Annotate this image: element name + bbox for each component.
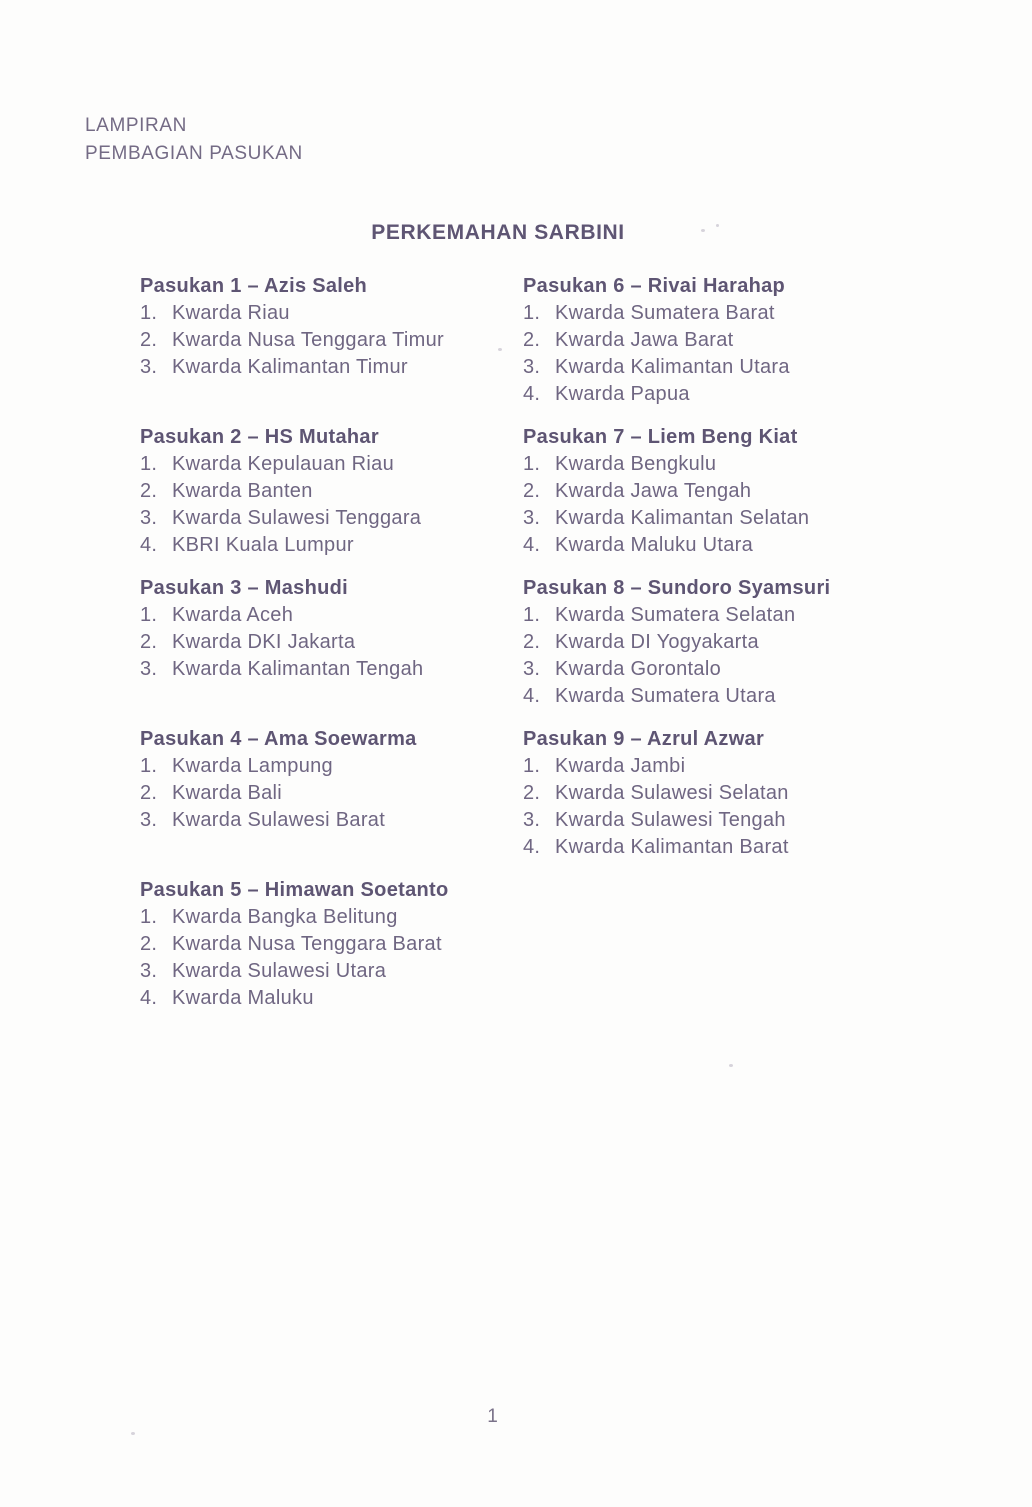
kwarda-list-item bbox=[140, 505, 523, 532]
scan-speck bbox=[498, 348, 502, 351]
page-number: 1 bbox=[487, 1406, 498, 1427]
list-item-text: Kwarda Bali bbox=[172, 782, 283, 804]
pasukan-section bbox=[140, 273, 523, 424]
list-item-text: Kwarda Sulawesi Selatan bbox=[555, 782, 789, 804]
list-item-text: Kwarda Sulawesi Barat bbox=[172, 809, 386, 831]
list-item-text: Kwarda Nusa Tenggara Timur bbox=[172, 329, 445, 351]
list-item-text: Kwarda Kalimantan Timur bbox=[172, 356, 408, 378]
pasukan-section bbox=[523, 424, 950, 575]
kwarda-list-item bbox=[140, 629, 523, 656]
list-item-text: Kwarda Lampung bbox=[172, 755, 333, 777]
list-item-number: 2. bbox=[523, 631, 541, 653]
list-item-number: 3. bbox=[523, 507, 541, 529]
list-item-number: 1. bbox=[140, 604, 158, 626]
list-item-text: Kwarda Maluku bbox=[172, 987, 314, 1009]
pasukan-kwarda-list bbox=[523, 451, 950, 559]
list-item-text: Kwarda Sumatera Barat bbox=[555, 302, 775, 324]
list-item-number: 4. bbox=[523, 383, 541, 405]
kwarda-list-item bbox=[523, 602, 950, 629]
list-item-number: 2. bbox=[140, 782, 158, 804]
kwarda-list-item bbox=[523, 354, 950, 381]
list-item-text: Kwarda Riau bbox=[172, 302, 290, 324]
list-item-text: Kwarda Bengkulu bbox=[555, 453, 717, 475]
document-header bbox=[85, 112, 303, 168]
list-item-number: 2. bbox=[523, 782, 541, 804]
list-item-number: 3. bbox=[523, 356, 541, 378]
list-item-number: 3. bbox=[140, 809, 158, 831]
pasukan-section bbox=[523, 575, 950, 726]
pasukan-section-heading: Pasukan 4 – Ama Soewarma bbox=[140, 728, 417, 750]
pasukan-section-heading: Pasukan 2 – HS Mutahar bbox=[140, 426, 379, 448]
kwarda-list-item bbox=[140, 354, 523, 381]
kwarda-list-item bbox=[523, 451, 950, 478]
pasukan-section bbox=[140, 877, 523, 1028]
kwarda-list-item bbox=[523, 505, 950, 532]
list-item-text: Kwarda Sumatera Utara bbox=[555, 685, 776, 707]
list-item-number: 3. bbox=[140, 658, 158, 680]
kwarda-list-item bbox=[523, 780, 950, 807]
kwarda-list-item bbox=[140, 807, 523, 834]
scan-speck bbox=[729, 1064, 733, 1067]
list-item-number: 1. bbox=[140, 302, 158, 324]
list-item-number: 3. bbox=[140, 507, 158, 529]
list-item-text: Kwarda Banten bbox=[172, 480, 313, 502]
list-item-number: 1. bbox=[523, 604, 541, 626]
kwarda-list-item bbox=[140, 656, 523, 683]
kwarda-list-item bbox=[523, 807, 950, 834]
pasukan-kwarda-list bbox=[140, 451, 523, 559]
list-item-text: Kwarda Sulawesi Tengah bbox=[555, 809, 786, 831]
kwarda-list-item bbox=[140, 985, 523, 1012]
list-item-number: 3. bbox=[523, 809, 541, 831]
pasukan-kwarda-list bbox=[523, 602, 950, 710]
list-item-number: 3. bbox=[140, 960, 158, 982]
list-item-number: 1. bbox=[140, 906, 158, 928]
list-item-number: 4. bbox=[140, 534, 158, 556]
list-item-number: 4. bbox=[523, 836, 541, 858]
kwarda-list-item bbox=[523, 753, 950, 780]
list-item-text: Kwarda Sulawesi Utara bbox=[172, 960, 387, 982]
list-item-number: 2. bbox=[523, 329, 541, 351]
pasukan-sections-grid bbox=[140, 273, 950, 1028]
list-item-text: Kwarda Maluku Utara bbox=[555, 534, 754, 556]
scan-speck bbox=[716, 224, 719, 227]
kwarda-list-item bbox=[140, 300, 523, 327]
list-item-number: 2. bbox=[140, 480, 158, 502]
list-item-text: Kwarda Sumatera Selatan bbox=[555, 604, 796, 626]
list-item-number: 3. bbox=[140, 356, 158, 378]
list-item-text: Kwarda Sulawesi Tenggara bbox=[172, 507, 422, 529]
list-item-number: 4. bbox=[140, 987, 158, 1009]
list-item-text: KBRI Kuala Lumpur bbox=[172, 534, 354, 556]
page-title: PERKEMAHAN SARBINI bbox=[371, 221, 625, 244]
list-item-text: Kwarda Bangka Belitung bbox=[172, 906, 398, 928]
list-item-number: 2. bbox=[140, 933, 158, 955]
kwarda-list-item bbox=[140, 532, 523, 559]
list-item-number: 1. bbox=[523, 453, 541, 475]
list-item-number: 1. bbox=[140, 755, 158, 777]
kwarda-list-item bbox=[523, 656, 950, 683]
list-item-number: 2. bbox=[140, 329, 158, 351]
list-item-text: Kwarda Kalimantan Selatan bbox=[555, 507, 810, 529]
list-item-number: 2. bbox=[140, 631, 158, 653]
pasukan-section bbox=[140, 575, 523, 726]
pasukan-kwarda-list bbox=[140, 300, 523, 381]
kwarda-list-item bbox=[523, 629, 950, 656]
kwarda-list-item bbox=[523, 834, 950, 861]
list-item-text: Kwarda Kepulauan Riau bbox=[172, 453, 395, 475]
pasukan-section-heading: Pasukan 5 – Himawan Soetanto bbox=[140, 879, 449, 901]
list-item-text: Kwarda Nusa Tenggara Barat bbox=[172, 933, 442, 955]
list-item-text: Kwarda Kalimantan Tengah bbox=[172, 658, 424, 680]
pasukan-section-heading: Pasukan 1 – Azis Saleh bbox=[140, 275, 368, 297]
list-item-number: 1. bbox=[140, 453, 158, 475]
header-line-pembagian-pasukan: PEMBAGIAN PASUKAN bbox=[85, 143, 303, 164]
list-item-number: 1. bbox=[523, 755, 541, 777]
pasukan-section-heading: Pasukan 7 – Liem Beng Kiat bbox=[523, 426, 798, 448]
list-item-number: 2. bbox=[523, 480, 541, 502]
list-item-text: Kwarda Jawa Tengah bbox=[555, 480, 752, 502]
list-item-text: Kwarda Gorontalo bbox=[555, 658, 722, 680]
pasukan-kwarda-list bbox=[523, 300, 950, 408]
kwarda-list-item bbox=[140, 478, 523, 505]
list-item-text: Kwarda DKI Jakarta bbox=[172, 631, 356, 653]
kwarda-list-item bbox=[523, 300, 950, 327]
kwarda-list-item bbox=[140, 780, 523, 807]
kwarda-list-item bbox=[140, 753, 523, 780]
pasukan-section bbox=[523, 726, 950, 877]
list-item-text: Kwarda Kalimantan Utara bbox=[555, 356, 790, 378]
pasukan-kwarda-list bbox=[140, 602, 523, 683]
pasukan-kwarda-list bbox=[523, 753, 950, 861]
list-item-text: Kwarda Papua bbox=[555, 383, 690, 405]
kwarda-list-item bbox=[523, 478, 950, 505]
kwarda-list-item bbox=[523, 381, 950, 408]
pasukan-section bbox=[523, 273, 950, 424]
scan-speck bbox=[701, 229, 705, 232]
list-item-text: Kwarda Kalimantan Barat bbox=[555, 836, 789, 858]
kwarda-list-item bbox=[140, 904, 523, 931]
list-item-text: Kwarda Jambi bbox=[555, 755, 686, 777]
list-item-number: 3. bbox=[523, 658, 541, 680]
pasukan-section-heading: Pasukan 9 – Azrul Azwar bbox=[523, 728, 765, 750]
kwarda-list-item bbox=[140, 931, 523, 958]
list-item-text: Kwarda DI Yogyakarta bbox=[555, 631, 759, 653]
pasukan-section bbox=[140, 726, 523, 877]
kwarda-list-item bbox=[140, 602, 523, 629]
kwarda-list-item bbox=[140, 327, 523, 354]
pasukan-section bbox=[140, 424, 523, 575]
pasukan-section-heading: Pasukan 3 – Mashudi bbox=[140, 577, 348, 599]
kwarda-list-item bbox=[523, 683, 950, 710]
kwarda-list-item bbox=[140, 451, 523, 478]
kwarda-list-item bbox=[523, 532, 950, 559]
kwarda-list-item bbox=[140, 958, 523, 985]
scan-speck bbox=[131, 1432, 135, 1435]
pasukan-kwarda-list bbox=[140, 904, 523, 1012]
kwarda-list-item bbox=[523, 327, 950, 354]
pasukan-kwarda-list bbox=[140, 753, 523, 834]
list-item-number: 4. bbox=[523, 534, 541, 556]
list-item-number: 1. bbox=[523, 302, 541, 324]
list-item-number: 4. bbox=[523, 685, 541, 707]
header-line-lampiran: LAMPIRAN bbox=[85, 115, 187, 136]
list-item-text: Kwarda Jawa Barat bbox=[555, 329, 734, 351]
pasukan-section-heading: Pasukan 6 – Rivai Harahap bbox=[523, 275, 786, 297]
list-item-text: Kwarda Aceh bbox=[172, 604, 294, 626]
pasukan-section-heading: Pasukan 8 – Sundoro Syamsuri bbox=[523, 577, 831, 599]
